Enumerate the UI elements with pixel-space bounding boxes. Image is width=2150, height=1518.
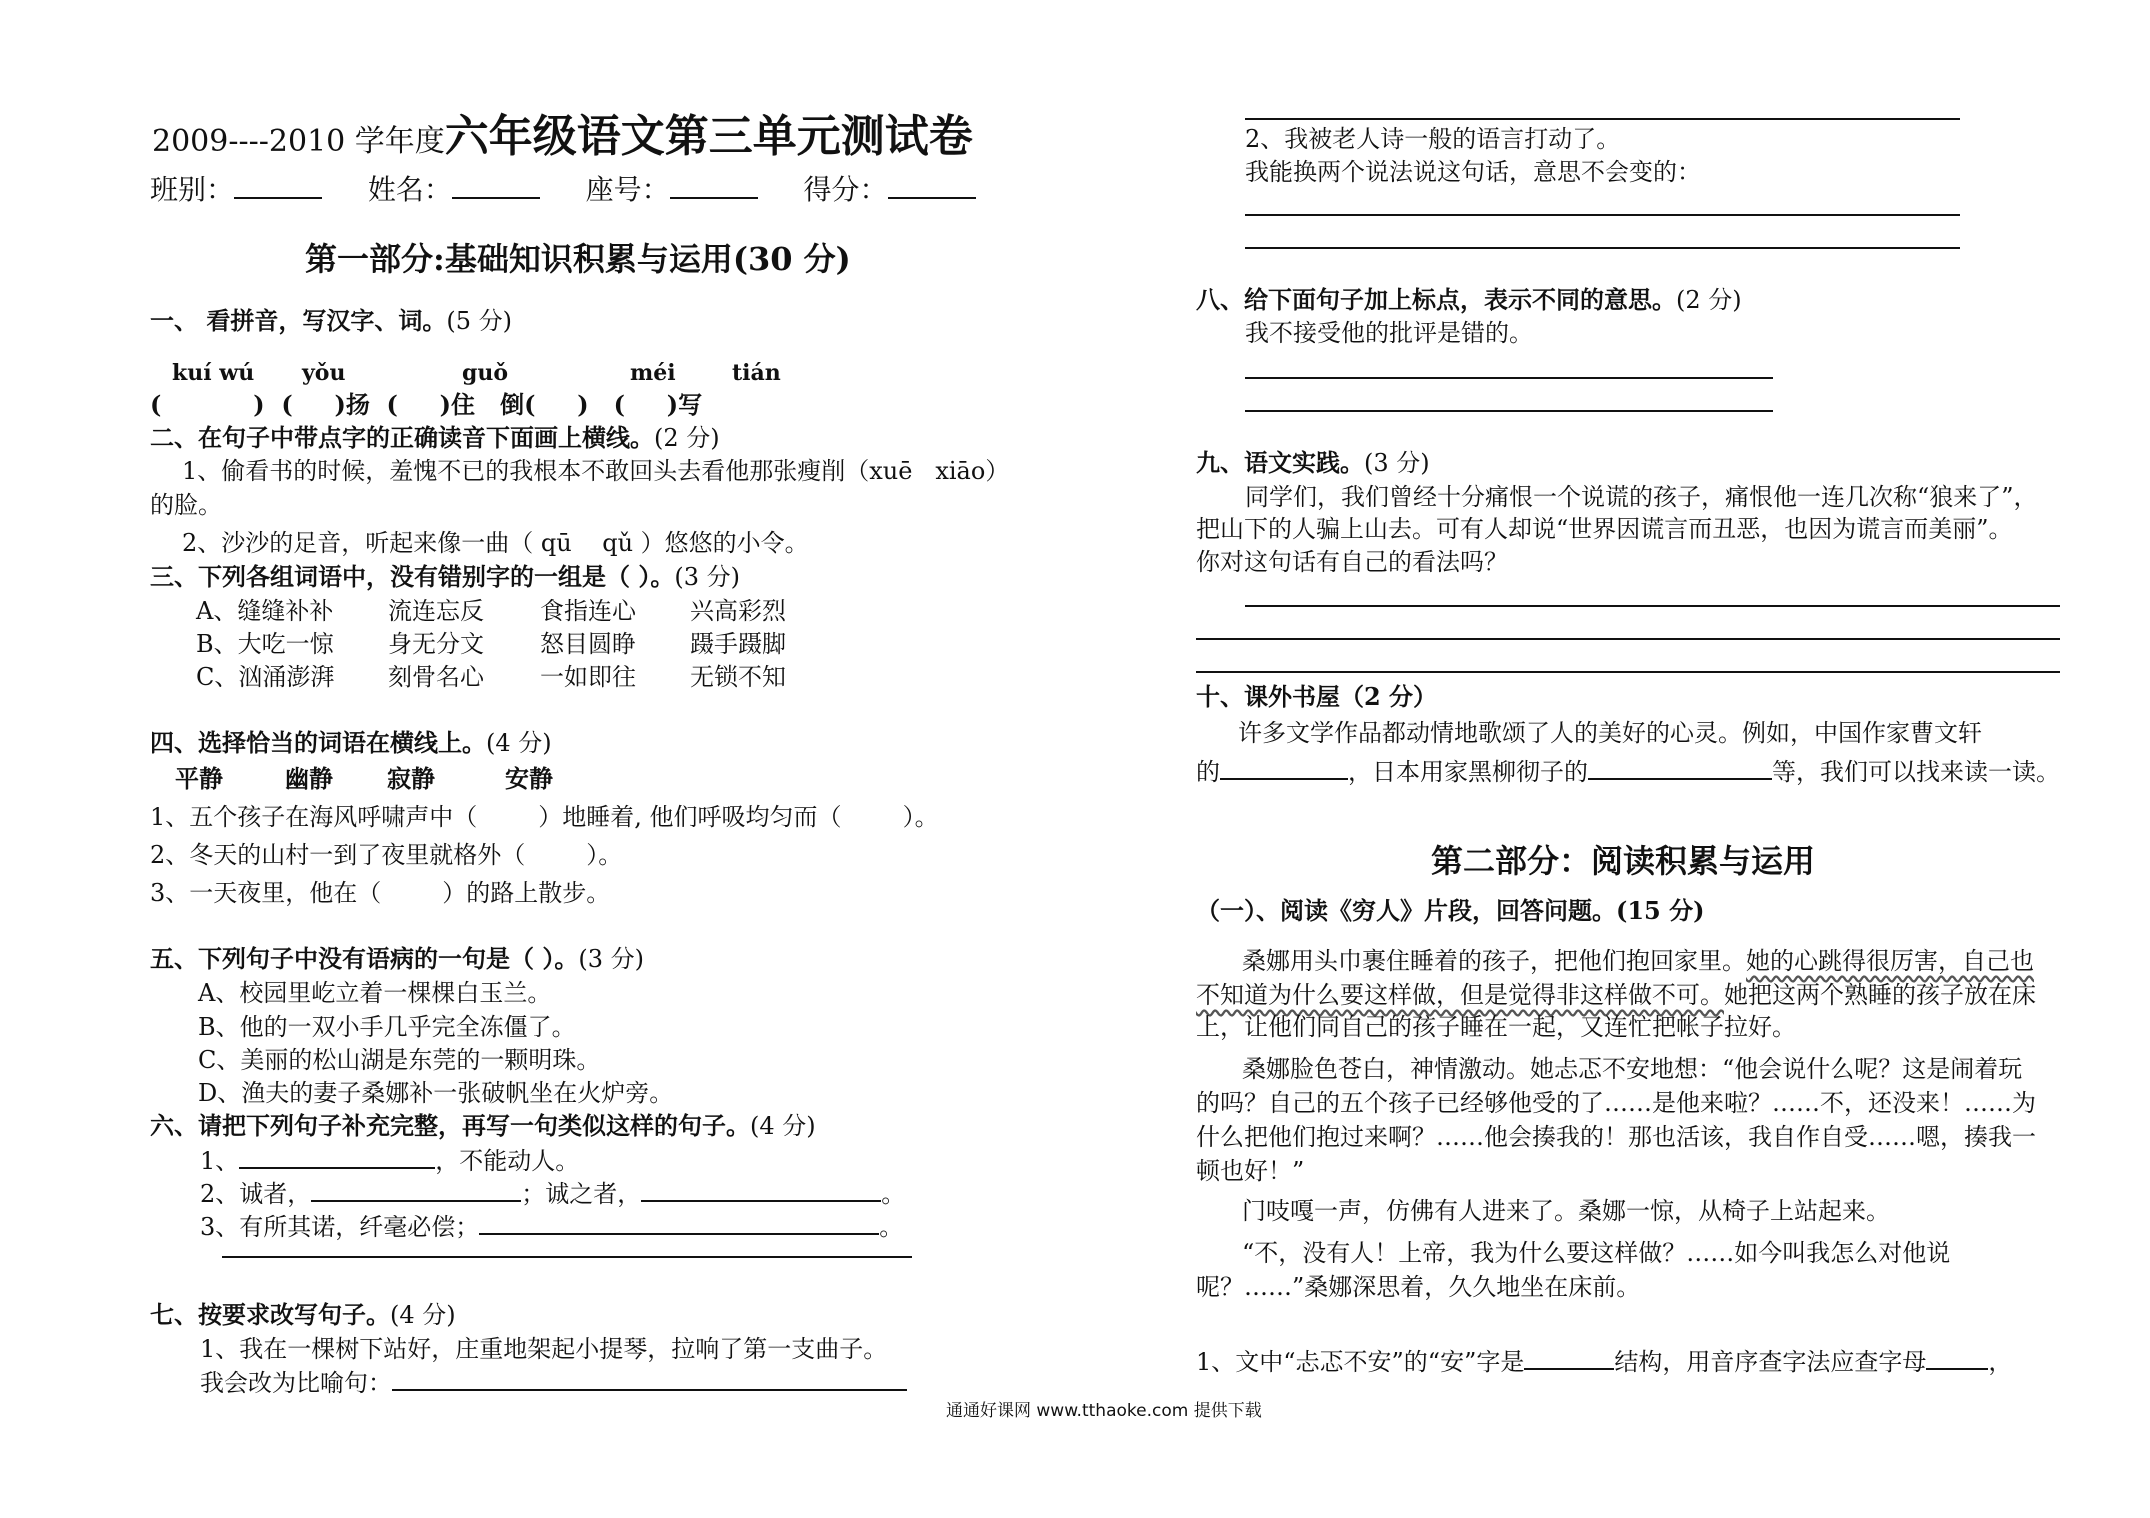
q9-answer-line-3[interactable]: [1196, 671, 2060, 673]
q5-option-b[interactable]: B、他的一双小手几乎完全冻僵了。: [198, 1013, 576, 1041]
q4-heading: [150, 728, 552, 758]
q10-text-1: 许多文学作品都动情地歌颂了人的美好的心灵。例如，中国作家曹文轩: [1238, 719, 1982, 747]
q2-heading: [150, 423, 720, 453]
q2-sentence-2: 2、沙沙的足音，听起来像一曲（ qū qǔ ）悠悠的小令。: [182, 529, 809, 557]
q1-heading: [150, 306, 512, 336]
reading-p4-line2: 呢？……”桑娜深思着，久久地坐在床前。: [1196, 1273, 1641, 1301]
q9-heading: [1196, 448, 1430, 478]
reading-p4-line1: “不，没有人！上帝，我为什么要这样做？……如今叫我怎么对他说: [1242, 1239, 1951, 1267]
exam-title: [152, 100, 973, 164]
q6-score: (4 分): [750, 1112, 816, 1140]
part1-heading: 第一部分:基础知识积累与运用(30 分): [305, 240, 851, 278]
q6-title: 六、请把下列句子补充完整，再写一句类似这样的句子。: [150, 1111, 750, 1140]
q9-answer-line-2[interactable]: [1196, 638, 2060, 640]
paper-title: 六年级语文第三单元测试卷: [444, 111, 973, 162]
school-year: 2009----2010 学年度: [152, 124, 445, 159]
footer-credit: 通通好课网 www.tthaoke.com 提供下载: [946, 1401, 1262, 1421]
score-field[interactable]: [888, 175, 976, 199]
q7-answer-line-top[interactable]: [1245, 118, 1960, 120]
q6-blank-2b[interactable]: [641, 1178, 881, 1202]
q5-option-d[interactable]: D、渔夫的妻子桑娜补一张破帆坐在火炉旁。: [198, 1079, 674, 1107]
reading-p2-line4: 顿也好！”: [1196, 1157, 1305, 1185]
q6-answer-line[interactable]: [222, 1256, 912, 1258]
q9-text-3: 你对这句话有自己的看法吗？: [1196, 548, 1508, 576]
reading-p2-line1: 桑娜脸色苍白，神情激动。她忐忑不安地想：“他会说什么呢？这是闹着玩: [1242, 1055, 2023, 1083]
q10-text-2-middle: ，日本用家黑柳彻子的: [1348, 758, 1588, 786]
reading-q1-blank-2[interactable]: [1926, 1346, 1988, 1370]
q6-item-3: [200, 1211, 903, 1242]
q3-word: A、缝缝补补: [196, 597, 334, 625]
q7-title: 七、按要求改写句子。: [150, 1300, 390, 1329]
reading-p3: 门吱嘎一声，仿佛有人进来了。桑娜一惊，从椅子上站起来。: [1242, 1197, 1890, 1225]
q3-word: 一如即往: [540, 663, 636, 691]
pinyin-1: kuí wú: [172, 360, 255, 386]
word-choice: 幽静: [285, 764, 333, 793]
q6-item-1-prefix: 1、: [200, 1147, 240, 1175]
name-field[interactable]: [452, 175, 540, 199]
word-choice: 平静: [175, 764, 223, 793]
q10-title: 十、课外书屋（2 分）: [1196, 682, 1438, 711]
seat-field[interactable]: [670, 175, 758, 199]
class-field[interactable]: [234, 175, 322, 199]
q10-text-2: [1196, 756, 2060, 787]
q9-text-2: 把山下的人骗上山去。可有人却说“世界因谎言而丑恶，也因为谎言而美丽”。: [1196, 515, 2013, 543]
q2-score: (2 分): [654, 424, 720, 452]
q7-metaphor-field[interactable]: [392, 1367, 907, 1391]
q9-answer-line-1[interactable]: [1245, 605, 2060, 607]
q6-blank-1[interactable]: [239, 1145, 435, 1169]
reading-p1-line2: [1196, 980, 2036, 1010]
reading-q1-middle: 结构，用音序查字法应查字母: [1614, 1348, 1927, 1376]
reading-p1-wavy-2: 不知道为什么要这样做，但是觉得非这样做不可。: [1196, 981, 1724, 1009]
student-info-row: [150, 172, 976, 208]
q7-score: (4 分): [390, 1301, 456, 1329]
q3-word: B、大吃一惊: [196, 630, 334, 658]
q4-sentence-2: 2、冬天的山村一到了夜里就格外（ ）。: [150, 841, 623, 869]
q3-heading: [150, 562, 740, 592]
q5-option-a[interactable]: A、校园里屹立着一棵棵白玉兰。: [198, 979, 552, 1007]
pinyin-4: méi: [630, 360, 676, 386]
q3-word: 无锁不知: [690, 663, 786, 691]
q4-score: (4 分): [486, 729, 552, 757]
pinyin-3: guǒ: [462, 360, 509, 386]
reading-p1-text: 桑娜用头巾裹住睡着的孩子，把他们抱回家里。: [1242, 947, 1746, 975]
reading-p2-line2: 的吗？自己的五个孩子已经够他受的了……是他来啦？……不，还没来！……为: [1196, 1089, 2036, 1117]
q7-metaphor-prompt: [200, 1367, 907, 1398]
q6-item-2: [200, 1178, 905, 1209]
seat-label: 座号：: [585, 173, 670, 206]
q4-title: 四、选择恰当的词语在横线上。: [150, 728, 486, 757]
name-label: 姓名：: [367, 173, 452, 206]
q9-text-1: 同学们，我们曾经十分痛恨一个说谎的孩子，痛恨他一连几次称“狼来了”，: [1245, 483, 2038, 511]
q8-sentence: 我不接受他的批评是错的。: [1245, 319, 1533, 347]
q6-item-3-suffix: 。: [879, 1213, 904, 1241]
q6-item-1-suffix: ，不能动人。: [435, 1147, 580, 1175]
q7-sentence-2: 2、我被老人诗一般的语言打动了。: [1245, 125, 1621, 153]
q2-sentence-1a: 1、偷看书的时候，羞愧不已的我根本不敢回头去看他那张瘦削（xuē xiāo）: [182, 457, 1010, 485]
q2-sentence-1b: 的脸。: [150, 491, 222, 519]
q7-rephrase-prompt: 我能换两个说法说这句话，意思不会变的：: [1245, 158, 1701, 186]
q3-word: 怒目圆睁: [540, 630, 636, 658]
q3-word: 刻骨名心: [388, 663, 484, 691]
reading-p2-line3: 什么把他们抱过来啊？……他会揍我的！那也活该，我自作自受……嗯，揍我一: [1196, 1123, 2036, 1151]
word-choice: 寂静: [387, 764, 435, 793]
q3-word: 流连忘反: [388, 597, 484, 625]
q4-sentence-1: 1、五个孩子在海风呼啸声中（ ）地睡着, 他们呼吸均匀而（ ）。: [150, 803, 939, 831]
word-choice: 安静: [505, 764, 553, 793]
q6-item-3-prefix: 3、有所其诺，纤毫必偿；: [200, 1213, 480, 1241]
q7-heading: [150, 1300, 456, 1330]
q3-word: 蹑手蹑脚: [690, 630, 786, 658]
reading-1-title: （一）、阅读《穷人》片段，回答问题。(15 分): [1196, 896, 1705, 925]
q3-score: (3 分): [674, 563, 740, 591]
q9-score: (3 分): [1364, 449, 1430, 477]
q3-word: 兴高彩烈: [690, 597, 786, 625]
reading-q1-blank-1[interactable]: [1524, 1346, 1614, 1370]
class-label: 班别：: [150, 173, 235, 206]
q10-blank-2[interactable]: [1588, 756, 1772, 780]
q6-item-2-suffix: 。: [881, 1180, 906, 1208]
q3-title: 三、下列各组词语中，没有错别字的一组是（ ）。: [150, 562, 675, 591]
q6-blank-2a[interactable]: [311, 1178, 521, 1202]
q8-answer-line-2[interactable]: [1245, 410, 1773, 412]
q6-item-1: [200, 1145, 579, 1176]
q6-item-2-middle: ；诚之者，: [521, 1180, 642, 1208]
pinyin-2: yǒu: [302, 360, 346, 386]
pinyin-5: tián: [732, 360, 781, 386]
q8-score: (2 分): [1676, 286, 1742, 314]
reading-p1-text-b: 她把这两个熟睡的孩子放在床: [1724, 981, 2036, 1009]
q1-answer-row[interactable]: ( ) ( )扬 ( )住 倒( ) ( )写: [150, 390, 703, 419]
q6-item-2-prefix: 2、诚者，: [200, 1180, 312, 1208]
q3-word: C、汹涌澎湃: [196, 663, 335, 691]
reading-p1-line1: [1242, 946, 2034, 976]
q7-rephrase-line-2[interactable]: [1245, 247, 1960, 249]
q7-sentence-1: 1、我在一棵树下站好，庄重地架起小提琴，拉响了第一支曲子。: [200, 1335, 888, 1363]
q5-title: 五、下列句子中没有语病的一句是（ ）。: [150, 944, 579, 973]
reading-question-1: [1196, 1346, 2012, 1377]
q7-rephrase-line-1[interactable]: [1245, 214, 1960, 216]
part2-heading: 第二部分：阅读积累与运用: [1431, 842, 1816, 880]
reading-p1-line3: 上，让他们同自己的孩子睡在一起，又连忙把帐子拉好。: [1196, 1013, 1796, 1041]
q8-answer-line-1[interactable]: [1245, 377, 1773, 379]
q5-heading: [150, 944, 644, 974]
reading-q1-suffix: ，: [1988, 1348, 2013, 1376]
q9-title: 九、语文实践。: [1196, 448, 1364, 477]
q3-word: 身无分文: [388, 630, 484, 658]
q1-score: (5 分): [446, 307, 512, 335]
q8-title: 八、给下面句子加上标点，表示不同的意思。: [1196, 285, 1676, 314]
q4-sentence-3: 3、一天夜里，他在（ ）的路上散步。: [150, 879, 611, 907]
reading-q1-prefix: 1、文中“忐忑不安”的“安”字是: [1196, 1348, 1525, 1376]
q7-metaphor-label: 我会改为比喻句：: [200, 1369, 392, 1397]
q10-blank-1[interactable]: [1220, 756, 1348, 780]
q5-option-c[interactable]: C、美丽的松山湖是东莞的一颗明珠。: [198, 1046, 601, 1074]
q2-title: 二、在句子中带点字的正确读音下面画上横线。: [150, 423, 654, 452]
score-label: 得分：: [803, 173, 888, 206]
reading-p1-wavy-1: 她的心跳得很厉害，自己也: [1746, 947, 2034, 975]
q6-blank-3[interactable]: [479, 1211, 879, 1235]
q10-text-2-suffix: 等，我们可以找来读一读。: [1772, 758, 2060, 786]
q3-word: 食指连心: [540, 597, 636, 625]
q8-heading: [1196, 285, 1742, 315]
q5-score: (3 分): [578, 945, 644, 973]
q1-title: 一、 看拼音，写汉字、词。: [150, 306, 447, 335]
q6-heading: [150, 1111, 816, 1141]
q10-text-2-prefix: 的: [1196, 758, 1220, 786]
